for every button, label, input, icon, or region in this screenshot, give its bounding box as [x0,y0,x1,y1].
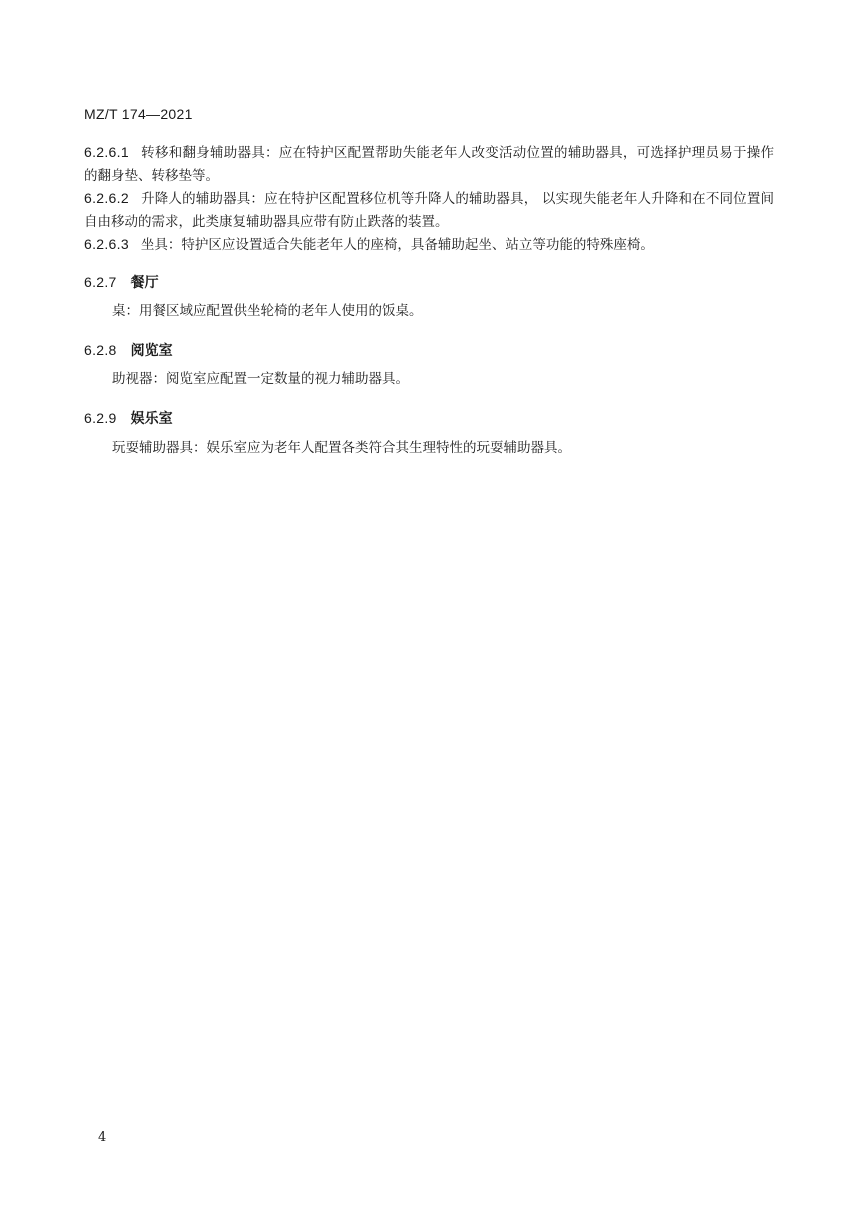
section-heading-6-2-9 [84,408,173,428]
section-title: 阅览室 [130,343,173,359]
clause-text: 坐具：特护区应设置适合失能老年人的座椅，具备辅助起坐、站立等功能的特殊座椅。 [140,237,654,253]
section-heading-6-2-8 [84,340,173,360]
section-heading-6-2-7 [84,272,159,292]
section-number: 6.2.8 [84,342,117,358]
clause-6-2-6-3 [84,233,774,257]
section-title: 娱乐室 [130,411,173,427]
page-number: 4 [98,1130,107,1145]
document-code: MZ/T 174—2021 [84,106,193,122]
clause-text: 升降人的辅助器具：应在特护区配置移位机等升降人的辅助器具， 以实现失能老年人升降和在不同位置间自由移动的需求，此类康复辅助器具应带有防止跌落的装置。 [84,191,774,230]
clause-text: 转移和翻身辅助器具：应在特护区配置帮助失能老年人改变活动位置的辅助器具，可选择护理员易于操作的翻身垫、转移垫等。 [84,145,774,184]
clause-6-2-6-2 [84,187,774,234]
clause-number: 6.2.6.3 [84,236,129,252]
clause-number: 6.2.6.2 [84,190,129,206]
clause-6-2-6-1 [84,141,774,188]
section-title: 餐厅 [130,275,159,291]
section-number: 6.2.7 [84,274,117,290]
section-body-6-2-7: 桌：用餐区域应配置供坐轮椅的老年人使用的饭桌。 [112,303,423,319]
section-number: 6.2.9 [84,410,117,426]
section-body-6-2-8: 助视器：阅览室应配置一定数量的视力辅助器具。 [112,371,409,387]
section-body-6-2-9: 玩耍辅助器具：娱乐室应为老年人配置各类符合其生理特性的玩耍辅助器具。 [112,440,571,456]
clause-number: 6.2.6.1 [84,144,129,160]
